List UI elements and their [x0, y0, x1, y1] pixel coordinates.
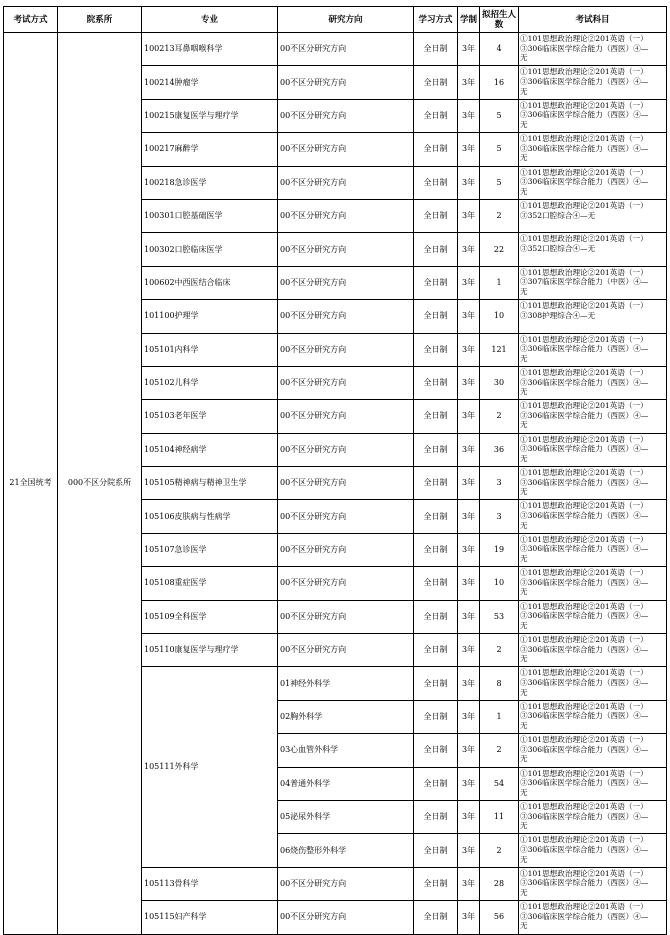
study-mode-cell: 全日制 — [414, 99, 458, 132]
quota-cell: 36 — [480, 433, 519, 466]
quota-cell: 53 — [480, 600, 519, 633]
header-duration: 学制 — [458, 7, 480, 33]
study-mode-cell: 全日制 — [414, 567, 458, 600]
research-direction-cell: 00不区分研究方向 — [278, 333, 414, 366]
study-mode-cell: 全日制 — [414, 400, 458, 433]
study-mode-cell: 全日制 — [414, 366, 458, 399]
research-direction-cell: 01神经外科学 — [278, 667, 414, 700]
exam-subjects-cell: ①101思想政治理论②201英语（一） ③306临床医学综合能力（西医）④— 无 — [519, 734, 667, 767]
study-mode-cell: 全日制 — [414, 266, 458, 299]
exam-subjects-cell: ①101思想政治理论②201英语（一） ③306临床医学综合能力（西医）④— 无 — [519, 567, 667, 600]
duration-cell: 3年 — [458, 400, 480, 433]
exam-subjects-cell: ①101思想政治理论②201英语（一） ③306临床医学综合能力（西医）④— 无 — [519, 667, 667, 700]
department-cell: 000不区分院系所 — [58, 33, 142, 935]
research-direction-cell: 00不区分研究方向 — [278, 33, 414, 66]
table-header-row — [4, 7, 667, 33]
major-cell: 100213耳鼻咽喉科学 — [142, 33, 278, 66]
duration-cell: 3年 — [458, 634, 480, 667]
study-mode-cell: 全日制 — [414, 467, 458, 500]
exam-subjects-cell: ①101思想政治理论②201英语（一） ③306临床医学综合能力（西医）④— 无 — [519, 366, 667, 399]
duration-cell: 3年 — [458, 700, 480, 733]
duration-cell: 3年 — [458, 166, 480, 199]
quota-cell: 19 — [480, 533, 519, 566]
quota-cell: 10 — [480, 567, 519, 600]
duration-cell: 3年 — [458, 567, 480, 600]
major-cell: 105110康复医学与理疗学 — [142, 634, 278, 667]
research-direction-cell: 00不区分研究方向 — [278, 567, 414, 600]
duration-cell: 3年 — [458, 667, 480, 700]
research-direction-cell: 05泌尿外科学 — [278, 800, 414, 833]
major-cell: 105113骨科学 — [142, 867, 278, 900]
header-exam-subjects: 考试科目 — [519, 7, 667, 33]
table-body — [4, 33, 667, 935]
study-mode-cell: 全日制 — [414, 667, 458, 700]
research-direction-cell: 00不区分研究方向 — [278, 867, 414, 900]
exam-mode-cell: 21全国统考 — [4, 33, 58, 935]
quota-cell: 2 — [480, 734, 519, 767]
quota-cell: 4 — [480, 33, 519, 66]
exam-subjects-cell: ①101思想政治理论②201英语（一） ③306临床医学综合能力（西医）④— 无 — [519, 634, 667, 667]
quota-cell: 56 — [480, 901, 519, 934]
research-direction-cell: 00不区分研究方向 — [278, 400, 414, 433]
research-direction-cell: 00不区分研究方向 — [278, 133, 414, 166]
major-cell: 105109全科医学 — [142, 600, 278, 633]
major-cell: 105115妇产科学 — [142, 901, 278, 934]
research-direction-cell: 00不区分研究方向 — [278, 600, 414, 633]
exam-subjects-cell: ①101思想政治理论②201英语（一） ③306临床医学综合能力（西医）④— 无 — [519, 600, 667, 633]
quota-cell: 121 — [480, 333, 519, 366]
quota-cell: 2 — [480, 834, 519, 867]
major-cell: 100302口腔临床医学 — [142, 233, 278, 266]
quota-cell: 54 — [480, 767, 519, 800]
research-direction-cell: 00不区分研究方向 — [278, 634, 414, 667]
major-cell: 100217麻醉学 — [142, 133, 278, 166]
study-mode-cell: 全日制 — [414, 333, 458, 366]
exam-subjects-cell: ①101思想政治理论②201英语（一） ③306临床医学综合能力（西医）④— 无 — [519, 867, 667, 900]
exam-subjects-cell: ①101思想政治理论②201英语（一） ③306临床医学综合能力（西医）④— 无 — [519, 400, 667, 433]
duration-cell: 3年 — [458, 533, 480, 566]
research-direction-cell: 00不区分研究方向 — [278, 166, 414, 199]
duration-cell: 3年 — [458, 800, 480, 833]
major-cell: 105103老年医学 — [142, 400, 278, 433]
study-mode-cell: 全日制 — [414, 600, 458, 633]
quota-cell: 2 — [480, 634, 519, 667]
duration-cell: 3年 — [458, 233, 480, 266]
exam-subjects-cell: ①101思想政治理论②201英语（一） ③306临床医学综合能力（西医）④— 无 — [519, 133, 667, 166]
study-mode-cell: 全日制 — [414, 199, 458, 232]
study-mode-cell: 全日制 — [414, 700, 458, 733]
exam-subjects-cell: ①101思想政治理论②201英语（一） ③307临床医学综合能力（中医）④— 无 — [519, 266, 667, 299]
study-mode-cell: 全日制 — [414, 300, 458, 333]
table-row — [4, 33, 667, 66]
research-direction-cell: 00不区分研究方向 — [278, 366, 414, 399]
major-cell: 105104神经病学 — [142, 433, 278, 466]
major-cell: 100215康复医学与理疗学 — [142, 99, 278, 132]
research-direction-cell: 06烧伤整形外科学 — [278, 834, 414, 867]
duration-cell: 3年 — [458, 333, 480, 366]
quota-cell: 1 — [480, 266, 519, 299]
major-cell: 100301口腔基础医学 — [142, 199, 278, 232]
study-mode-cell: 全日制 — [414, 133, 458, 166]
quota-cell: 8 — [480, 667, 519, 700]
exam-subjects-cell: ①101思想政治理论②201英语（一） ③306临床医学综合能力（西医）④— 无 — [519, 834, 667, 867]
major-cell: 105101内科学 — [142, 333, 278, 366]
exam-subjects-cell: ①101思想政治理论②201英语（一） ③306临床医学综合能力（西医）④— 无 — [519, 166, 667, 199]
quota-cell: 28 — [480, 867, 519, 900]
major-cell: 100214肿瘤学 — [142, 66, 278, 99]
exam-subjects-cell: ①101思想政治理论②201英语（一） ③306临床医学综合能力（西医）④— 无 — [519, 500, 667, 533]
research-direction-cell: 00不区分研究方向 — [278, 433, 414, 466]
quota-cell: 5 — [480, 133, 519, 166]
major-cell: 101100护理学 — [142, 300, 278, 333]
major-cell: 105105精神病与精神卫生学 — [142, 467, 278, 500]
research-direction-cell: 04普通外科学 — [278, 767, 414, 800]
research-direction-cell: 00不区分研究方向 — [278, 266, 414, 299]
quota-cell: 2 — [480, 199, 519, 232]
exam-subjects-cell: ①101思想政治理论②201英语（一） ③352口腔综合④—无 — [519, 199, 667, 232]
quota-cell: 5 — [480, 99, 519, 132]
research-direction-cell: 00不区分研究方向 — [278, 66, 414, 99]
major-cell: 100602中西医结合临床 — [142, 266, 278, 299]
duration-cell: 3年 — [458, 300, 480, 333]
study-mode-cell: 全日制 — [414, 33, 458, 66]
exam-subjects-cell: ①101思想政治理论②201英语（一） ③306临床医学综合能力（西医）④— 无 — [519, 66, 667, 99]
quota-cell: 2 — [480, 400, 519, 433]
exam-subjects-cell: ①101思想政治理论②201英语（一） ③306临床医学综合能力（西医）④— 无 — [519, 700, 667, 733]
exam-subjects-cell: ①101思想政治理论②201英语（一） ③306临床医学综合能力（西医）④— 无 — [519, 33, 667, 66]
research-direction-cell: 02胸外科学 — [278, 700, 414, 733]
quota-cell: 3 — [480, 467, 519, 500]
header-exam-mode: 考试方式 — [4, 7, 58, 33]
header-study-mode: 学习方式 — [414, 7, 458, 33]
research-direction-cell: 03心血管外科学 — [278, 734, 414, 767]
quota-cell: 11 — [480, 800, 519, 833]
research-direction-cell: 00不区分研究方向 — [278, 300, 414, 333]
major-cell: 105108重症医学 — [142, 567, 278, 600]
exam-subjects-cell: ①101思想政治理论②201英语（一） ③352口腔综合④—无 — [519, 233, 667, 266]
exam-subjects-cell: ①101思想政治理论②201英语（一） ③306临床医学综合能力（西医）④— 无 — [519, 467, 667, 500]
major-cell: 105106皮肤病与性病学 — [142, 500, 278, 533]
quota-cell: 5 — [480, 166, 519, 199]
exam-subjects-cell: ①101思想政治理论②201英语（一） ③306临床医学综合能力（西医）④— 无 — [519, 767, 667, 800]
study-mode-cell: 全日制 — [414, 834, 458, 867]
research-direction-cell: 00不区分研究方向 — [278, 233, 414, 266]
research-direction-cell: 00不区分研究方向 — [278, 901, 414, 934]
study-mode-cell: 全日制 — [414, 433, 458, 466]
duration-cell: 3年 — [458, 467, 480, 500]
quota-cell: 16 — [480, 66, 519, 99]
header-research-direction: 研究方向 — [278, 7, 414, 33]
quota-cell: 3 — [480, 500, 519, 533]
duration-cell: 3年 — [458, 266, 480, 299]
quota-cell: 1 — [480, 700, 519, 733]
duration-cell: 3年 — [458, 33, 480, 66]
study-mode-cell: 全日制 — [414, 734, 458, 767]
research-direction-cell: 00不区分研究方向 — [278, 533, 414, 566]
quota-cell: 22 — [480, 233, 519, 266]
research-direction-cell: 00不区分研究方向 — [278, 199, 414, 232]
study-mode-cell: 全日制 — [414, 233, 458, 266]
header-quota: 拟招生人数 — [480, 7, 519, 33]
major-cell: 105102儿科学 — [142, 366, 278, 399]
research-direction-cell: 00不区分研究方向 — [278, 99, 414, 132]
study-mode-cell: 全日制 — [414, 634, 458, 667]
duration-cell: 3年 — [458, 600, 480, 633]
duration-cell: 3年 — [458, 433, 480, 466]
exam-subjects-cell: ①101思想政治理论②201英语（一） ③306临床医学综合能力（西医）④— 无 — [519, 800, 667, 833]
duration-cell: 3年 — [458, 133, 480, 166]
exam-subjects-cell: ①101思想政治理论②201英语（一） ③306临床医学综合能力（西医）④— 无 — [519, 533, 667, 566]
study-mode-cell: 全日制 — [414, 867, 458, 900]
exam-subjects-cell: ①101思想政治理论②201英语（一） ③306临床医学综合能力（西医）④— 无 — [519, 901, 667, 934]
duration-cell: 3年 — [458, 834, 480, 867]
header-major: 专业 — [142, 7, 278, 33]
quota-cell: 10 — [480, 300, 519, 333]
header-department: 院系所 — [58, 7, 142, 33]
duration-cell: 3年 — [458, 901, 480, 934]
study-mode-cell: 全日制 — [414, 66, 458, 99]
admissions-table — [3, 6, 667, 935]
study-mode-cell: 全日制 — [414, 767, 458, 800]
duration-cell: 3年 — [458, 767, 480, 800]
exam-subjects-cell: ①101思想政治理论②201英语（一） ③306临床医学综合能力（西医）④— 无 — [519, 333, 667, 366]
major-cell: 100218急诊医学 — [142, 166, 278, 199]
study-mode-cell: 全日制 — [414, 166, 458, 199]
duration-cell: 3年 — [458, 500, 480, 533]
study-mode-cell: 全日制 — [414, 533, 458, 566]
duration-cell: 3年 — [458, 867, 480, 900]
exam-subjects-cell: ①101思想政治理论②201英语（一） ③306临床医学综合能力（西医）④— 无 — [519, 99, 667, 132]
study-mode-cell: 全日制 — [414, 500, 458, 533]
admissions-table-sheet — [3, 6, 667, 935]
duration-cell: 3年 — [458, 66, 480, 99]
research-direction-cell: 00不区分研究方向 — [278, 500, 414, 533]
study-mode-cell: 全日制 — [414, 800, 458, 833]
research-direction-cell: 00不区分研究方向 — [278, 467, 414, 500]
duration-cell: 3年 — [458, 99, 480, 132]
major-cell: 105111外科学 — [142, 667, 278, 867]
study-mode-cell: 全日制 — [414, 901, 458, 934]
duration-cell: 3年 — [458, 199, 480, 232]
quota-cell: 30 — [480, 366, 519, 399]
major-cell: 105107急诊医学 — [142, 533, 278, 566]
exam-subjects-cell: ①101思想政治理论②201英语（一） ③306临床医学综合能力（西医）④— 无 — [519, 433, 667, 466]
duration-cell: 3年 — [458, 366, 480, 399]
duration-cell: 3年 — [458, 734, 480, 767]
exam-subjects-cell: ①101思想政治理论②201英语（一） ③308护理综合④—无 — [519, 300, 667, 333]
